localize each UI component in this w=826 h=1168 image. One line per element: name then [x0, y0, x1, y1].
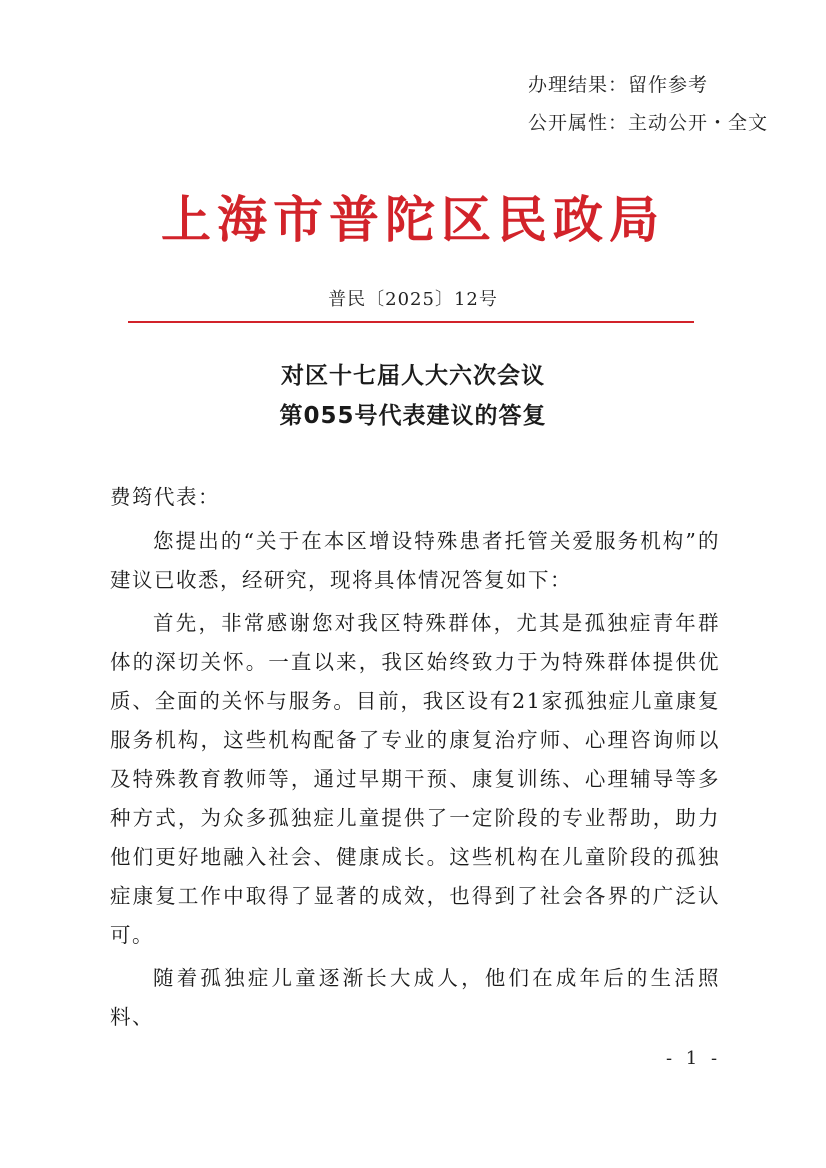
red-divider: [128, 321, 694, 323]
handling-result: 办理结果：留作参考: [528, 74, 709, 96]
body-content: [110, 522, 720, 1041]
subject-title-line-1: 对区十七届人大六次会议: [281, 363, 545, 389]
body-paragraph-1: 您提出的“关于在本区增设特殊患者托管关爱服务机构”的建议已收悉，经研究，现将具体情况答复如下：: [110, 529, 720, 592]
subject-title-line-2: 第055号代表建议的答复: [279, 403, 547, 429]
document-number: 普民〔2025〕12号: [328, 289, 498, 310]
disclosure-attribute: 公开属性：主动公开・全文: [528, 112, 769, 134]
body-paragraph-3: 随着孤独症儿童逐渐长大成人，他们在成年后的生活照料、: [110, 966, 720, 1029]
salutation: 费筠代表：: [110, 485, 220, 509]
organization-letterhead: 上海市普陀区民政局: [161, 191, 665, 249]
page-number: - 1 -: [666, 1048, 722, 1069]
body-paragraph-2: 首先，非常感谢您对我区特殊群体，尤其是孤独症青年群体的深切关怀。一直以来，我区始终致力于为特殊群体提供优质、全面的关怀与服务。目前，我区设有21家孤独症儿童康复服务机构，这些机构配备了专业的康复治疗师、心理咨询师以及特殊教育教师等，通过早期干预、康复训练、心理辅导等多种方式，为众多孤独症儿童提供了一定阶段的专业帮助，助力他们更好地融入社会、健康成长。这些机构在儿童阶段的孤独症康复工作中取得了显著的成效，也得到了社会各界的广泛认可。: [110, 611, 720, 947]
